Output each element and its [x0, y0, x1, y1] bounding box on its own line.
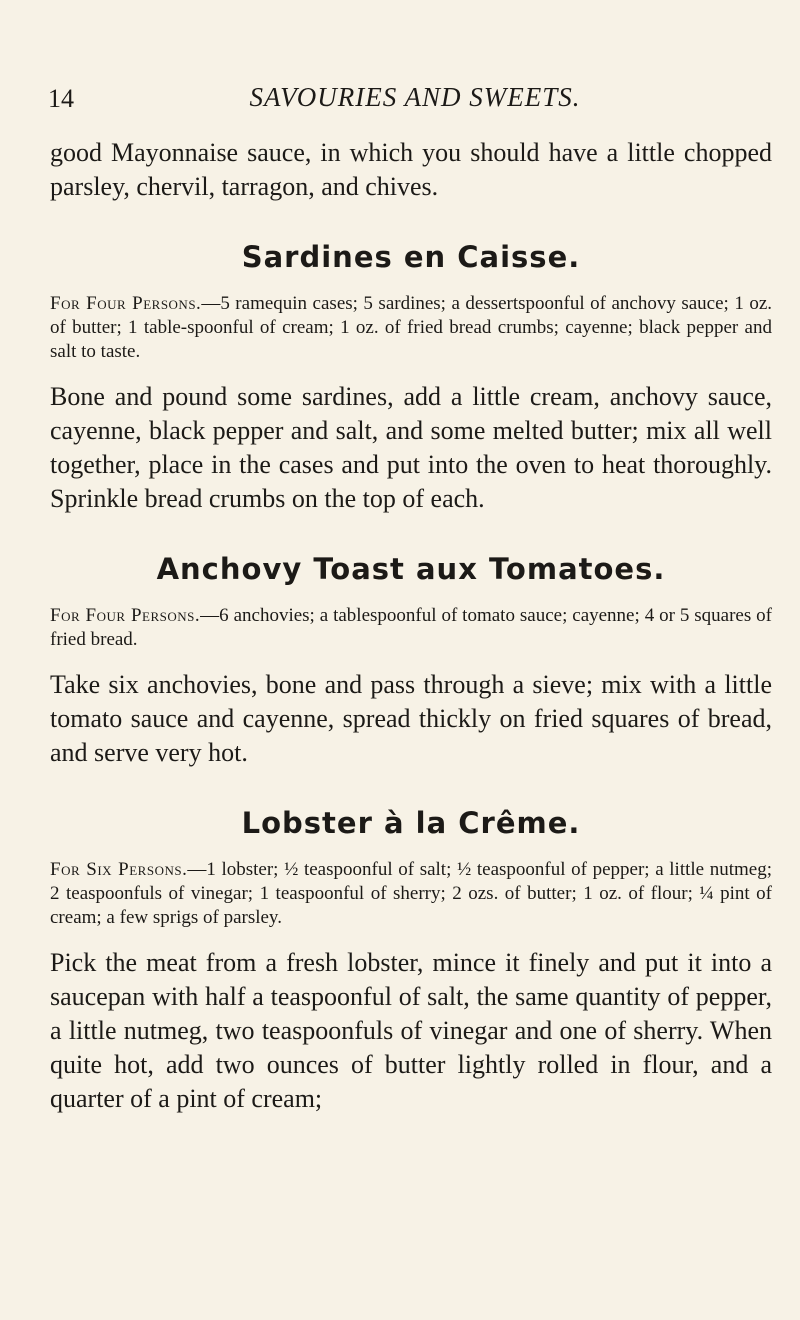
serves-label: For Four Persons.	[50, 605, 201, 626]
method-paragraph: Bone and pound some sardines, add a little cream, anchovy sauce, cayenne, black pepper and salt, and some melted butter; mix all well together, place in the cases and put into the oven to heat thoroughly. Sprinkle bread crumbs on the top of each.	[50, 382, 772, 513]
page-number: 14	[48, 84, 74, 113]
recipe-title: Anchovy Toast aux Tomatoes.	[156, 552, 666, 586]
page-content	[50, 136, 772, 1116]
recipe-lobster-a-la-creme	[50, 806, 772, 1116]
recipe-title: Lobster à la Crême.	[241, 806, 581, 840]
ingredients-list	[50, 858, 772, 930]
ingredients-list	[50, 292, 772, 364]
recipe-title: Sardines en Caisse.	[241, 240, 581, 274]
method-paragraph: Pick the meat from a fresh lobster, mince it finely and put it into a saucepan with half a teaspoonful of salt, the same quantity of pepper, a little nutmeg, two teaspoonfuls of vinegar and one of sherry. When quite hot, add two ounces of butter lightly rolled in flour, and a quarter of a pint of cream;	[50, 948, 772, 1113]
serves-label: For Four Persons.	[50, 293, 202, 314]
intro-paragraph: good Mayonnaise sauce, in which you should have a little chopped parsley, chervil, tarragon, and chives.	[50, 138, 772, 201]
recipe-anchovy-toast	[50, 552, 772, 770]
serves-label: For Six Persons.	[50, 859, 188, 880]
ingredients-text: —6 anchovies; a tablespoonful of tomato sauce; cayenne; 4 or 5 squares of fried bread.	[50, 605, 773, 650]
method-paragraph: Take six anchovies, bone and pass through a sieve; mix with a little tomato sauce and cayenne, spread thickly on fried squares of bread, and serve very hot.	[50, 670, 772, 767]
running-head: SAVOURIES AND SWEETS.	[249, 82, 581, 112]
ingredients-text: —5 ramequin cases; 5 sardines; a dessertspoonful of anchovy sauce; 1 oz. of butter; 1 table-spoonful of cream; 1 oz. of fried bread crumbs; cayenne; black pepper and salt to taste.	[50, 293, 772, 362]
recipe-sardines-en-caisse	[50, 240, 772, 516]
ingredients-list	[50, 604, 772, 652]
ingredients-text: —1 lobster; ½ teaspoonful of salt; ½ teaspoonful of pepper; a little nutmeg; 2 teaspoonfuls of vinegar; 1 teaspoonful of sherry; 2 ozs. of butter; 1 oz. of flour; ¼ pint of cream; a few sprigs of parsley.	[50, 859, 772, 928]
